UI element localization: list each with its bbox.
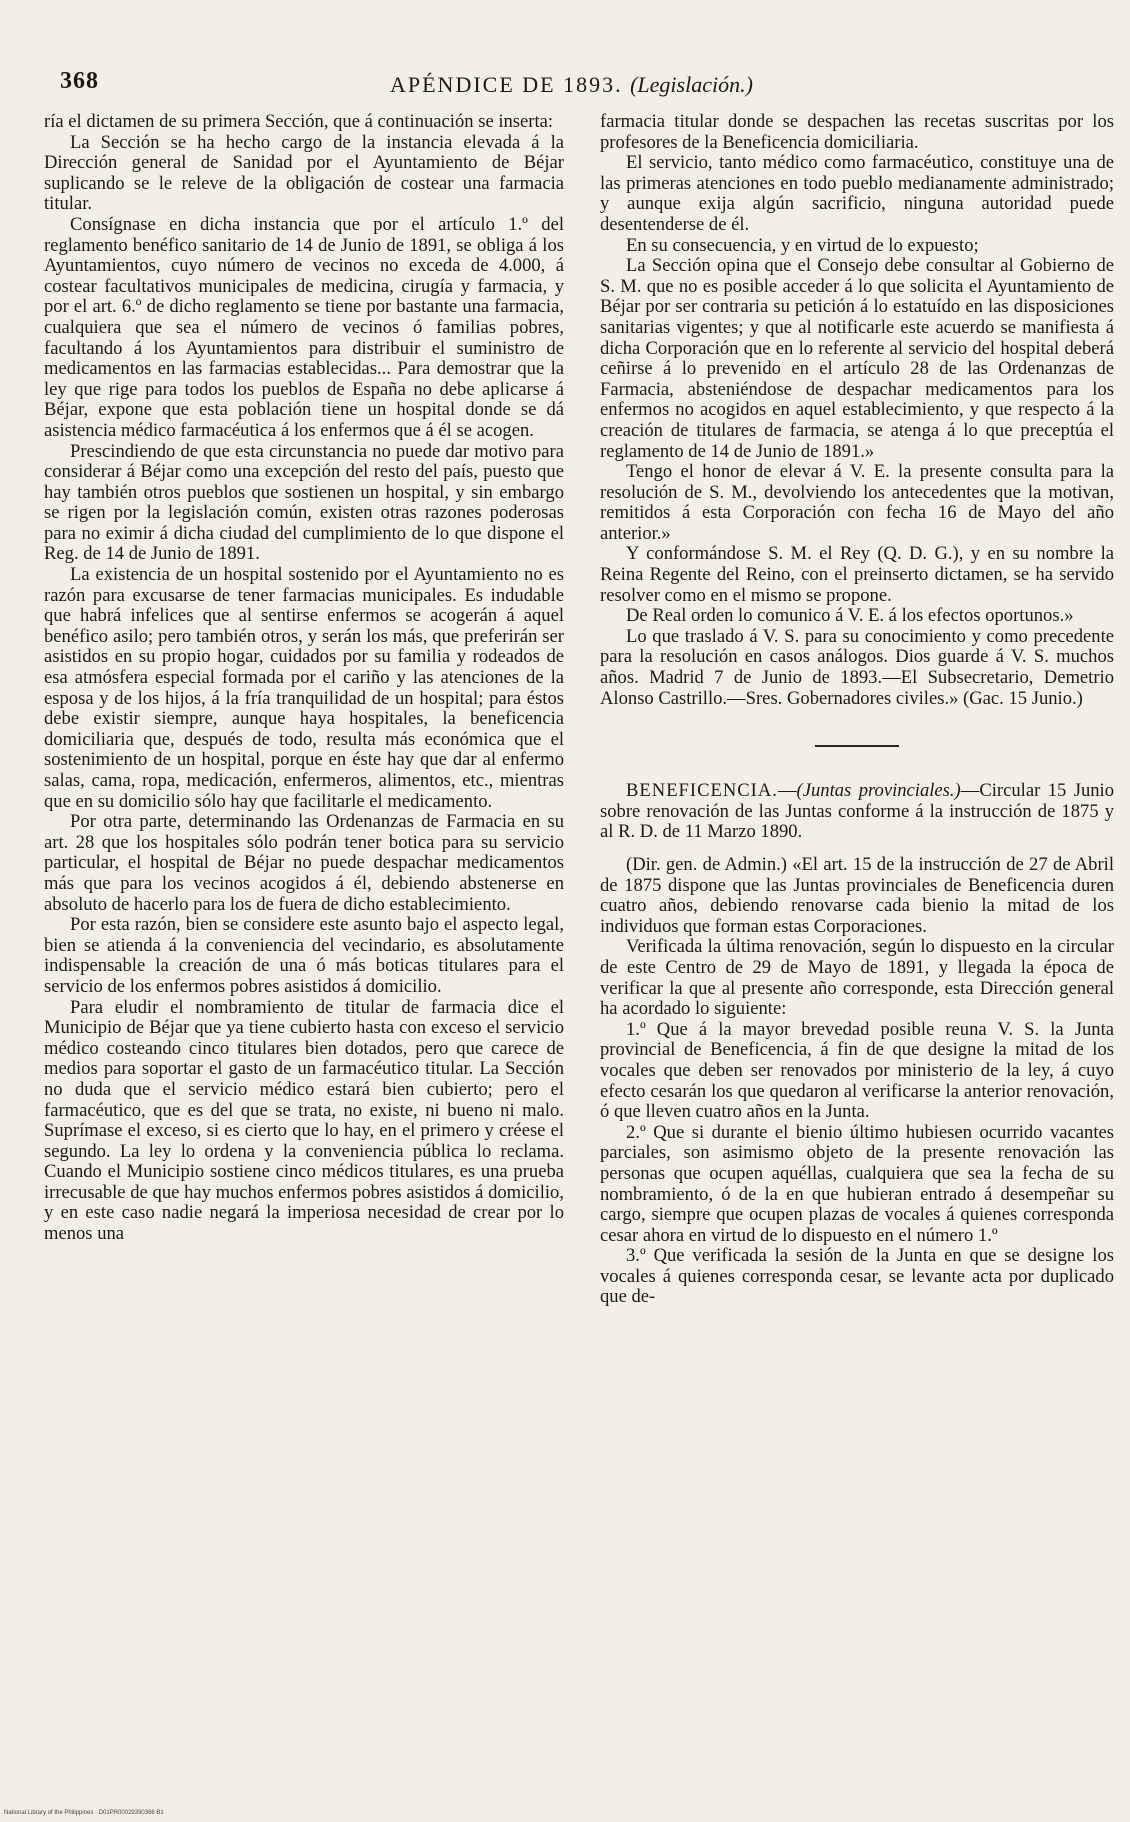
paragraph: La Sección se ha hecho cargo de la instancia elevada á la Dirección general de Sanidad por el Ayuntamiento de Béjar suplicando se le releve de la obligación de costear una farmacia titular.	[44, 131, 564, 215]
paragraph: Por otra parte, determinando las Ordenanzas de Farmacia en su art. 28 que los hospitales sólo podrán tener botica para su servicio particular, el hospital de Béjar no puede despachar medicamentos más que para los vecinos acogidos á él, debiendo abstenerse en absoluto de hacerlo para los de fuera de dicho establecimiento.	[44, 811, 564, 915]
paragraph: ría el dictamen de su primera Sección, que á continuación se inserta:	[44, 112, 554, 132]
paragraph: En su consecuencia, y en virtud de lo expuesto;	[626, 234, 979, 256]
running-title	[390, 72, 753, 98]
section-heading: BENEFICENCIA.—(Juntas provinciales.)—Circular 15 Junio sobre renovación de las Juntas conforme á la instrucción de 1875 y al R. D. de 11 Marzo 1890.	[600, 780, 1114, 843]
paragraph: 1.º Que á la mayor brevedad posible reuna V. S. la Junta provincial de Beneficencia, á fin de que designe la mitad de los vocales que deben ser renovados por ministerio de la ley, á cuyo efecto cesarán los que quedaron al verificarse la anterior renovación, ó que lleven cuatro años en la Junta.	[600, 1018, 1114, 1123]
paragraph: Lo que traslado á V. S. para su conocimiento y como precedente para la resolución en casos análogos. Dios guarde á V. S. muchos años. Madrid 7 de Junio de 1893.—El Subsecretario, Demetrio Alonso Castrillo.—Sres. Gobernadores civiles.» (Gac. 15 Junio.)	[600, 625, 1114, 709]
running-title-text: APÉNDICE DE 1893.	[390, 72, 623, 97]
paragraph: El servicio, tanto médico como farmacéutico, constituye una de las primeras atenciones en todo pueblo medianamente administrado; y aunque exija algún sacrificio, ninguna autoridad puede desentenderse de él.	[600, 152, 1114, 235]
paragraph: Por esta razón, bien se considere este asunto bajo el aspecto legal, bien se atienda á la conveniencia del vecindario, es absolutamente indispensable la creación de una ó más boticas titulares para el servicio de los enfermos pobres asistidos á domicilio.	[44, 914, 564, 997]
running-title-subtitle: (Legislación.)	[630, 72, 753, 97]
paragraph: De Real orden lo comunico á V. E. á los efectos oportunos.»	[626, 605, 1074, 627]
section-heading-italic: (Juntas provinciales.)	[796, 780, 961, 802]
scan-credit: National Library of the Philippines · D01PR00029390366 B1	[4, 1810, 164, 1816]
section-heading-rest: —Circular 15 Junio sobre renovación de las Juntas conforme á la instrucción de 1875 y al R. D. de 11 Marzo 1890.	[600, 780, 1114, 843]
right-column	[600, 112, 1114, 1802]
left-column	[44, 112, 564, 1802]
page-number: 368	[60, 68, 99, 94]
paragraph: 2.º Que si durante el bienio último hubiesen ocurrido vacantes parciales, son asimismo objeto de la presente renovación las personas que ocupen aquéllas, cualquiera que sea la fecha de su nombramiento, ó de la en que hubieran entrado á desempeñar su cargo, siempre que ocupen plazas de vocales á quienes corresponda cesar ahora en virtud de lo dispuesto en el número 1.º	[600, 1121, 1114, 1246]
paragraph: farmacia titular donde se despachen las recetas suscritas por los profesores de la Beneficencia domiciliaria.	[600, 112, 1114, 153]
paragraph: Tengo el honor de elevar á V. E. la presente consulta para la resolución de S. M., devolviendo los antecedentes que la motivan, remitidos á esta Corporación con fecha 16 de Mayo del año anterior.»	[600, 461, 1114, 544]
paragraph: Y conformándose S. M. el Rey (Q. D. G.), y en su nombre la Reina Regente del Reino, con el preinserto dictamen, se ha servido resolver como en el mismo se propone.	[600, 543, 1114, 606]
paragraph: Verificada la última renovación, según lo dispuesto en la circular de este Centro de 29 de Mayo de 1891, y llegada la época de verificar la que al presente año corresponde, esta Dirección general ha acordado lo siguiente:	[600, 936, 1114, 1020]
paragraph: Para eludir el nombramiento de titular de farmacia dice el Municipio de Béjar que ya tiene cubierto hasta con exceso el servicio médico costeando cinco titulares bien dotados, pero que carece de medios para soportar el gasto de un farmacéutico titular. La Sección no duda que el servicio médico estará bien cubierto; pero el farmacéutico, que es del que se trata, no existe, ni bueno ni malo. Suprímase el exceso, si es cierto que lo hay, en el primero y créese el segundo. La ley lo ordena y la conveniencia pública lo reclama. Cuando el Municipio sostiene cinco médicos titulares, es una prueba irrecusable de que hay muchos enfermos pobres asistidos á domicilio, y en este caso nadie negará la imperiosa necesidad de crear por lo menos una	[44, 996, 564, 1245]
paragraph: Prescindiendo de que esta circunstancia no puede dar motivo para considerar á Béjar como una excepción del resto del país, puesto que hay también otros pueblos que sostienen un hospital, y sin embargo se rigen por la legislación común, existen otras razones poderosas para no eximir á dicha ciudad del cumplimiento de lo que dispone el Reg. de 14 de Junio de 1891.	[44, 440, 564, 565]
paragraph: (Dir. gen. de Admin.) «El art. 15 de la instrucción de 27 de Abril de 1875 dispone que las Juntas provinciales de Beneficencia duren cuatro años, debiendo renovarse cada bienio la mitad de los individuos que forman estas Corporaciones.	[600, 854, 1114, 937]
paragraph: La Sección opina que el Consejo debe consultar al Gobierno de S. M. que no es posible acceder á lo que solicita el Ayuntamiento de Béjar por ser contraria su petición á lo estatuído en las disposiciones sanitarias vigentes; y que al notificarle este acuerdo se manifiesta á dicha Corporación que en lo referente al servicio del hospital deberá ceñirse á lo prevenido en el artículo 28 de las Ordenanzas de Farmacia, absteniéndose de despachar medicamentos para los enfermos no acogidos en aquel establecimiento, y que respecto á la creación de titulares de farmacia, se atenga á lo que preceptúa el reglamento de 14 de Junio de 1891.»	[600, 255, 1114, 462]
section-heading-caps: BENEFICENCIA.	[626, 780, 778, 802]
section-divider	[815, 745, 899, 747]
paragraph: La existencia de un hospital sostenido por el Ayuntamiento no es razón para excusarse de tener farmacias municipales. Es indudable que habrá infelices que al sentirse enfermos se acogerán á aquel benéfico asilo; pero también otros, y serán los más, que preferirán ser asistidos en su propio hogar, cuidados por su familia y rodeados de esa atmósfera especial formada por el cariño y las atenciones de la esposa y de los hijos, á la fría tranquilidad de un hospital; para éstos debe existir siempre, aunque haya hospitales, la beneficencia domiciliaria que, después de todo, resulta más económica que el sostenimiento de un hospital, porque en éste hay que dar al enfermo salas, cama, ropa, medicación, enfermeros, alimentos, etc., mientras que en su domicilio sólo hay que facilitarle el medicamento.	[44, 564, 564, 812]
paragraph: 3.º Que verificada la sesión de la Junta en que se designe los vocales á quienes corresponda cesar, se levante acta por duplicado que de-	[600, 1245, 1114, 1308]
paragraph: Consígnase en dicha instancia que por el artículo 1.º del reglamento benéfico sanitario de 14 de Junio de 1891, se obliga á los Ayuntamientos, cuyo número de vecinos no exceda de 4.000, á costear facultativos municipales de medicina, cirugía y farmacia, y por el art. 6.º de dicho reglamento se tiene por bastante una farmacia, cualquiera que sea el número de vecinos ó familias pobres, facultando á los Ayuntamientos para distribuir el suministro de medicamentos en las farmacias establecidas... Para demostrar que la ley que rige para todos los pueblos de España no debe aplicarse á Béjar, expone que esta población tiene un hospital donde se dá asistencia médico farmacéutica á los enfermos que á él se acogen.	[44, 213, 564, 441]
